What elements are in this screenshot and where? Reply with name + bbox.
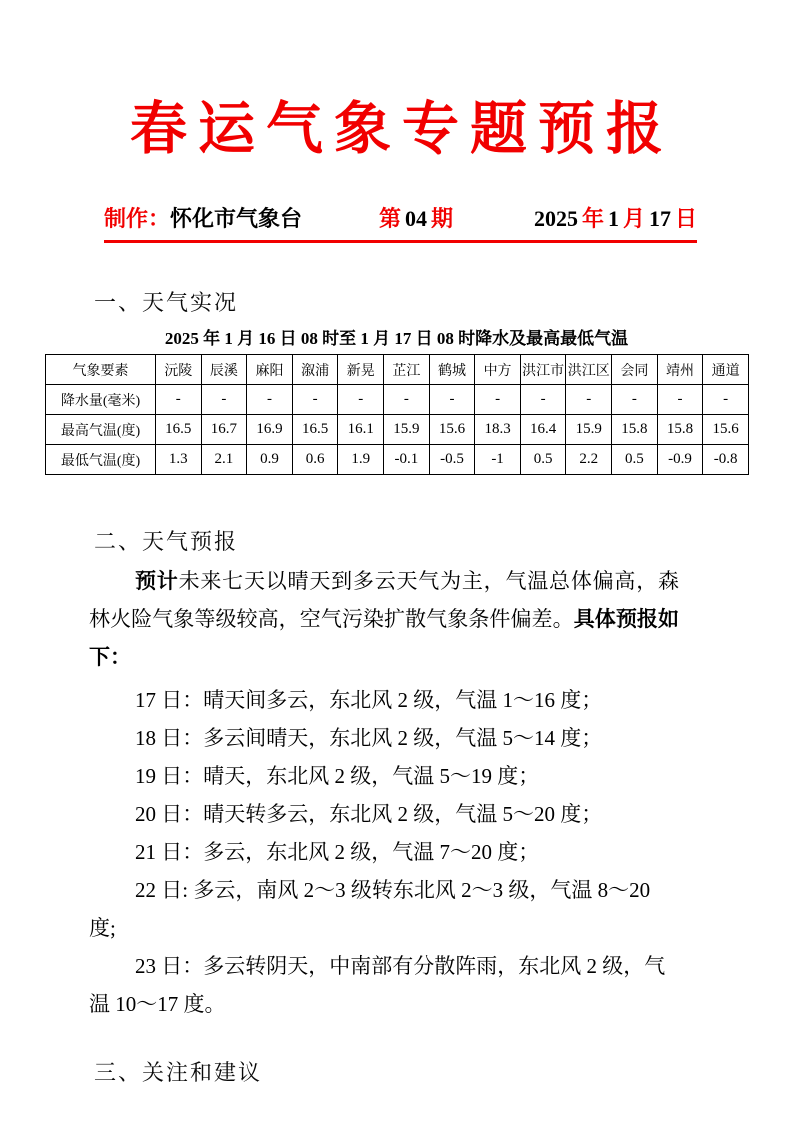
producer bbox=[104, 207, 302, 231]
section-heading-weather-actual: 一、天气实况 bbox=[94, 290, 239, 315]
table-cell: 0.5 bbox=[612, 445, 658, 475]
table-cell: - bbox=[384, 385, 430, 415]
table-cell: 16.7 bbox=[201, 415, 247, 445]
forecast-list bbox=[89, 681, 679, 1023]
producer-label: 制作： bbox=[104, 206, 171, 231]
table-cell: -0.1 bbox=[384, 445, 430, 475]
column-header: 会同 bbox=[612, 355, 658, 385]
table-cell: - bbox=[429, 385, 475, 415]
table-cell: 18.3 bbox=[475, 415, 521, 445]
column-header: 气象要素 bbox=[46, 355, 156, 385]
table-cell: 15.8 bbox=[657, 415, 703, 445]
forecast-line: 20 日：晴天转多云，东北风 2 级，气温 5～20 度； bbox=[135, 802, 603, 826]
table-cell: - bbox=[338, 385, 384, 415]
table-cell: 0.6 bbox=[292, 445, 338, 475]
table-cell: - bbox=[703, 385, 749, 415]
table-cell: - bbox=[201, 385, 247, 415]
table-row bbox=[46, 415, 749, 445]
table-cell: 15.6 bbox=[429, 415, 475, 445]
column-header: 溆浦 bbox=[292, 355, 338, 385]
table-row bbox=[46, 385, 749, 415]
row-label: 降水量(毫米) bbox=[46, 385, 156, 415]
table-row bbox=[46, 445, 749, 475]
table-cell: - bbox=[566, 385, 612, 415]
issue-suffix: 期 bbox=[430, 206, 453, 231]
table-cell: 0.5 bbox=[520, 445, 566, 475]
column-header: 洪江区 bbox=[566, 355, 612, 385]
date-year: 2025 bbox=[533, 206, 578, 231]
table-cell: - bbox=[292, 385, 338, 415]
section-heading-suggestions: 三、关注和建议 bbox=[94, 1060, 263, 1085]
forecast-line: 17 日：晴天间多云，东北风 2 级，气温 1～16 度； bbox=[135, 688, 603, 712]
date-month-unit: 月 bbox=[622, 206, 645, 231]
forecast-line: 22 日: 多云，南风 2～3 级转东北风 2～3 级，气温 8～20 度; bbox=[89, 878, 651, 940]
forecast-line: 21 日：多云，东北风 2 级，气温 7～20 度； bbox=[135, 840, 540, 864]
column-header: 靖州 bbox=[657, 355, 703, 385]
table-cell: 2.1 bbox=[201, 445, 247, 475]
table-cell: 16.5 bbox=[292, 415, 338, 445]
table-cell: 1.9 bbox=[338, 445, 384, 475]
table-cell: 0.9 bbox=[247, 445, 293, 475]
table-cell: - bbox=[475, 385, 521, 415]
table-cell: - bbox=[520, 385, 566, 415]
weather-table bbox=[45, 354, 749, 475]
issue-number: 04 bbox=[404, 206, 427, 231]
table-cell: -0.9 bbox=[657, 445, 703, 475]
forecast-intro-lead: 预计 bbox=[135, 569, 179, 593]
issue-date-group bbox=[530, 207, 697, 231]
table-cell: - bbox=[612, 385, 658, 415]
red-divider bbox=[104, 240, 697, 243]
issue-prefix: 第 bbox=[378, 206, 401, 231]
table-cell: 2.2 bbox=[566, 445, 612, 475]
weather-table-title: 2025 年 1 月 16 日 08 时至 1 月 17 日 08 时降水及最高最低气温 bbox=[164, 329, 629, 348]
table-cell: - bbox=[657, 385, 703, 415]
table-cell: - bbox=[156, 385, 202, 415]
producer-name: 怀化市气象台 bbox=[170, 206, 303, 231]
table-cell: 15.8 bbox=[612, 415, 658, 445]
forecast-intro-text: 未来七天以晴天到多云天气为主，气温总体偏高，森林火险气象等级较高，空气污染扩散气象条件偏差。 bbox=[89, 569, 680, 631]
table-cell: 16.1 bbox=[338, 415, 384, 445]
date-year-unit: 年 bbox=[581, 206, 604, 231]
forecast-line: 19 日：晴天，东北风 2 级，气温 5～19 度； bbox=[135, 764, 540, 788]
column-header: 鹤城 bbox=[429, 355, 475, 385]
column-header: 芷江 bbox=[384, 355, 430, 385]
table-header-row bbox=[46, 355, 749, 385]
table-cell: 15.6 bbox=[703, 415, 749, 445]
row-label: 最高气温(度) bbox=[46, 415, 156, 445]
column-header: 麻阳 bbox=[247, 355, 293, 385]
date-month: 1 bbox=[607, 206, 619, 231]
issue-meta-row bbox=[104, 207, 697, 231]
table-cell: -0.5 bbox=[429, 445, 475, 475]
table-cell: 16.4 bbox=[520, 415, 566, 445]
page-title: 春运气象专题预报 bbox=[130, 98, 674, 161]
forecast-line: 18 日：多云间晴天，东北风 2 级，气温 5～14 度； bbox=[135, 726, 603, 750]
date-day: 17 bbox=[648, 206, 671, 231]
date-day-unit: 日 bbox=[674, 206, 697, 231]
column-header: 辰溪 bbox=[201, 355, 247, 385]
table-cell: 16.9 bbox=[247, 415, 293, 445]
column-header: 洪江市 bbox=[520, 355, 566, 385]
row-label: 最低气温(度) bbox=[46, 445, 156, 475]
forecast-intro bbox=[89, 562, 679, 676]
issue-number-group bbox=[379, 207, 453, 231]
forecast-intro-tail: 具体预报如下： bbox=[89, 607, 679, 669]
table-cell: - bbox=[247, 385, 293, 415]
section-heading-forecast: 二、天气预报 bbox=[94, 529, 239, 554]
column-header: 新晃 bbox=[338, 355, 384, 385]
table-cell: -0.8 bbox=[703, 445, 749, 475]
table-cell: 1.3 bbox=[156, 445, 202, 475]
column-header: 通道 bbox=[703, 355, 749, 385]
table-cell: 15.9 bbox=[384, 415, 430, 445]
table-cell: 16.5 bbox=[156, 415, 202, 445]
table-cell: -1 bbox=[475, 445, 521, 475]
forecast-line: 23 日：多云转阴天，中南部有分散阵雨，东北风 2 级，气温 10～17 度。 bbox=[89, 954, 666, 1016]
table-cell: 15.9 bbox=[566, 415, 612, 445]
column-header: 中方 bbox=[475, 355, 521, 385]
column-header: 沅陵 bbox=[156, 355, 202, 385]
